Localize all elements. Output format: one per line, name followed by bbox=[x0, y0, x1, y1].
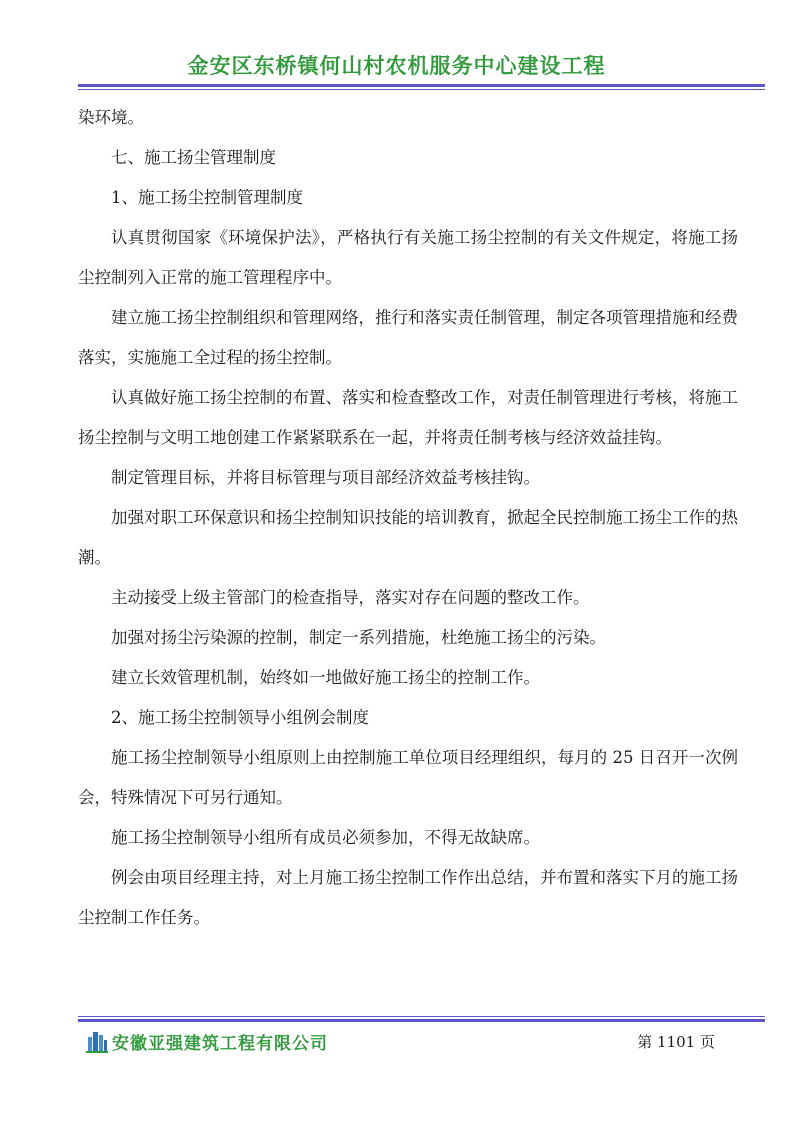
building-logo-icon bbox=[86, 1029, 108, 1053]
paragraph: 认真做好施工扬尘控制的布置、落实和检查整改工作，对责任制管理进行考核，将施工扬尘控制与文明工地创建工作紧紧联系在一起，并将责任制考核与经济效益挂钩。 bbox=[78, 388, 738, 447]
paragraph: 染环境。 bbox=[78, 108, 144, 127]
paragraph: 建立长效管理机制，始终如一地做好施工扬尘的控制工作。 bbox=[111, 668, 540, 687]
paragraph: 施工扬尘控制领导小组所有成员必须参加，不得无故缺席。 bbox=[111, 828, 540, 847]
paragraph: 例会由项目经理主持，对上月施工扬尘控制工作作出总结，并布置和落实下月的施工扬尘控制工作任务。 bbox=[78, 868, 738, 927]
footer-rule bbox=[78, 1016, 765, 1022]
header-title: 金安区东桥镇何山村农机服务中心建设工程 bbox=[187, 54, 606, 78]
paragraph: 认真贯彻国家《环境保护法》，严格执行有关施工扬尘控制的有关文件规定，将施工扬尘控制列入正常的施工管理程序中。 bbox=[78, 228, 738, 287]
paragraph: 制定管理目标，并将目标管理与项目部经济效益考核挂钩。 bbox=[111, 468, 540, 487]
page-number: 第 1101 页 bbox=[637, 1033, 715, 1051]
footer-company: 安徽亚强建筑工程有限公司 bbox=[112, 1034, 328, 1054]
header-rule bbox=[78, 84, 765, 90]
section-heading: 七、施工扬尘管理制度 bbox=[111, 148, 276, 167]
paragraph: 主动接受上级主管部门的检查指导，落实对存在问题的整改工作。 bbox=[111, 588, 590, 607]
paragraph: 加强对职工环保意识和扬尘控制知识技能的培训教育，掀起全民控制施工扬尘工作的热潮。 bbox=[78, 508, 738, 567]
paragraph: 建立施工扬尘控制组织和管理网络，推行和落实责任制管理，制定各项管理措施和经费落实，实施施工全过程的扬尘控制。 bbox=[78, 308, 738, 367]
subsection-heading: 1、施工扬尘控制管理制度 bbox=[111, 188, 303, 207]
paragraph: 加强对扬尘污染源的控制，制定一系列措施，杜绝施工扬尘的污染。 bbox=[111, 628, 606, 647]
subsection-heading: 2、施工扬尘控制领导小组例会制度 bbox=[111, 708, 369, 727]
page-footer bbox=[78, 1027, 765, 1061]
paragraph: 施工扬尘控制领导小组原则上由控制施工单位项目经理组织，每月的 25 日召开一次例会，特殊情况下可另行通知。 bbox=[78, 748, 738, 807]
document-body bbox=[78, 98, 738, 938]
